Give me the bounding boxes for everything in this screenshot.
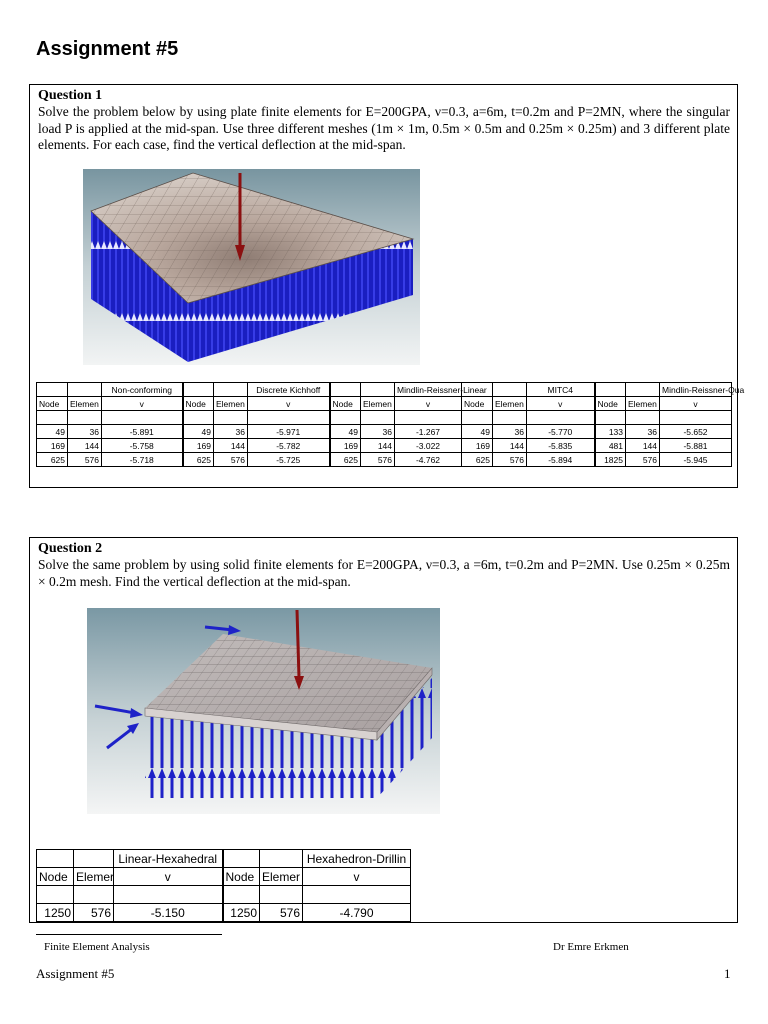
- question-2-heading: Question 2: [38, 541, 103, 556]
- group-header: Discrete Kichhoff: [248, 383, 330, 397]
- question-1-text: Solve the problem below by using plate finite elements for E=200GPA, ν=0.3, a=6m, t=0.2m and P=2MN, where the singular load P is applied at the mid-span. Use three different meshes (1m × 1m, 0.5m × 0.5m and 0.25m × 0.25m) and 3 different plate elements. For each case, find the vertical deflection at the mid-span.: [38, 104, 730, 152]
- footnote-rule: [36, 934, 222, 935]
- question-2-box: [29, 537, 738, 923]
- results-table-q1: [36, 382, 745, 467]
- page-title: Assignment #5: [36, 38, 179, 60]
- table-group-row: [37, 850, 411, 868]
- group-header: Mindlin-Reissner-Linear: [395, 383, 462, 397]
- page-number: 1: [724, 966, 731, 981]
- footer-doc-title: Assignment #5: [36, 966, 115, 981]
- solid-fem-figure: [87, 608, 440, 814]
- group-header: Non-conforming: [102, 383, 183, 397]
- results-table-q2: [36, 849, 411, 922]
- table-row: 1250 576 -5.150 1250 576 -4.790: [37, 904, 411, 922]
- table-spacer-row: [37, 411, 732, 425]
- table-group-row: [37, 383, 732, 397]
- table-subheader-row: Node Elemer v Node Elemer v: [37, 868, 411, 886]
- group-header: MITC4: [527, 383, 595, 397]
- group-header: Linear-Hexahedral: [114, 850, 223, 868]
- table-row: 49 36 -5.891 49 36 -5.971 49 36 -1.267 49 36 -5.770 133 36 -5.652: [37, 425, 732, 439]
- question-1-box: [29, 84, 745, 488]
- table-subheader-row: Node Elemen v Node Elemen v Node Elemen v Node Elemen v Node Elemen v: [37, 397, 732, 411]
- footer-course: Finite Element Analysis: [44, 941, 150, 953]
- question-2-text: Solve the same problem by using solid finite elements for E=200GPA, ν=0.3, a =6m, t=0.2m and P=2MN. Use 0.25m × 0.25m × 0.2m mesh. Find the vertical deflection at the mid-span.: [38, 557, 730, 589]
- table-spacer-row: [37, 886, 411, 904]
- question-1-heading: Question 1: [38, 88, 103, 103]
- footer-author: Dr Emre Erkmen: [553, 941, 629, 953]
- group-header: Mindlin-Reissner-Qua: [660, 383, 732, 397]
- table-row: 169 144 -5.758 169 144 -5.782 169 144 -3.022 169 144 -5.835 481 144 -5.881: [37, 439, 732, 453]
- plate-fem-figure: [83, 169, 420, 365]
- table-row: 625 576 -5.718 625 576 -5.725 625 576 -4.762 625 576 -5.894 1825 576 -5.945: [37, 453, 732, 467]
- group-header: Hexahedron-Drillin: [303, 850, 411, 868]
